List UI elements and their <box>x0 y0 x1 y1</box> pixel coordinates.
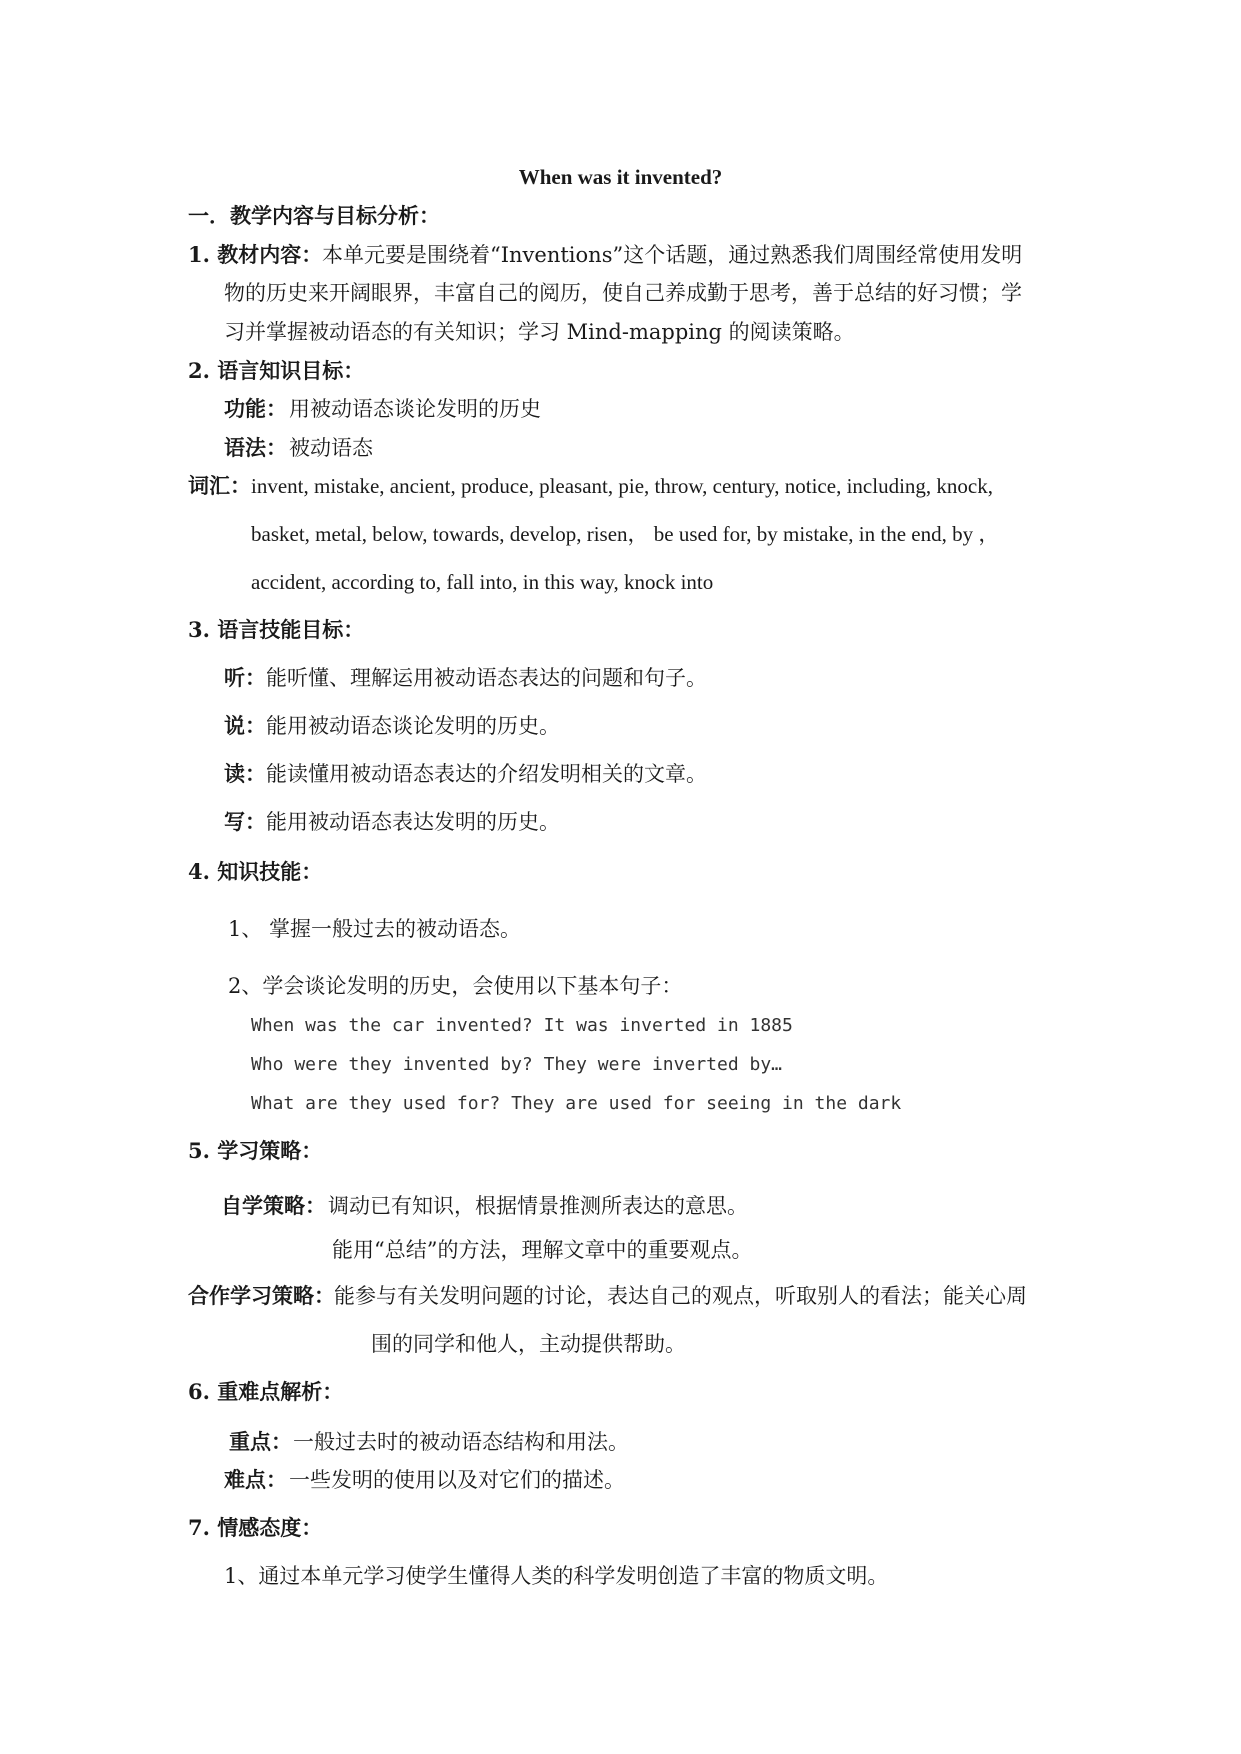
skill-label-listening: 听： <box>224 665 266 690</box>
cooperative-label: 合作学习策略： <box>188 1283 335 1308</box>
item-label-key-difficult-points: 6. 重难点解析： <box>188 1379 344 1404</box>
skill-label-speaking: 说： <box>224 713 266 738</box>
strategy-line: 围的同学和他人，主动提供帮助。 <box>371 1332 686 1356</box>
strategy-line: 能用“总结”的方法，理解文章中的重要观点。 <box>332 1238 753 1262</box>
list-item: 2、学会谈论发明的历史，会使用以下基本句子： <box>228 974 683 998</box>
grammar-label: 语法： <box>224 435 287 460</box>
item-label-attitude: 7. 情感态度： <box>188 1515 323 1540</box>
difficult-point-label: 难点： <box>224 1467 287 1492</box>
function-text: 用被动语态谈论发明的历史 <box>289 397 541 421</box>
paragraph-line: 本单元要是围绕着“Inventions”这个话题，通过熟悉我们周围经常使用发明 <box>322 243 1023 267</box>
skill-text: 能听懂、理解运用被动语态表达的问题和句子。 <box>266 666 707 690</box>
strategy-line: 能参与有关发明问题的讨论，表达自己的观点，听取别人的看法；能关心周 <box>334 1284 1027 1308</box>
strategy-line: 调动已有知识，根据情景推测所表达的意思。 <box>328 1194 748 1218</box>
document-title: When was it invented? <box>518 165 723 189</box>
item-label-textbook-content: 1. 教材内容： <box>188 242 323 267</box>
self-study-label: 自学策略： <box>221 1193 326 1218</box>
skill-text: 能读懂用被动语态表达的介绍发明相关的文章。 <box>266 762 707 786</box>
item-label-knowledge-skills: 4. 知识技能： <box>188 859 323 884</box>
item-label-language-skills: 3. 语言技能目标： <box>188 617 365 642</box>
key-point-label: 重点： <box>229 1429 292 1454</box>
vocabulary-label: 词汇： <box>188 473 251 498</box>
example-sentence: What are they used for? They are used for seeing in the dark <box>251 1093 902 1114</box>
skill-label-reading: 读： <box>224 761 266 786</box>
function-label: 功能： <box>224 396 287 421</box>
key-point-text: 一般过去时的被动语态结构和用法。 <box>293 1430 629 1454</box>
difficult-point-text: 一些发明的使用以及对它们的描述。 <box>289 1468 625 1492</box>
item-label-learning-strategy: 5. 学习策略： <box>188 1138 323 1163</box>
item-label-language-knowledge: 2. 语言知识目标： <box>188 358 365 383</box>
skill-text: 能用被动语态表达发明的历史。 <box>266 810 560 834</box>
skill-label-writing: 写： <box>224 809 266 834</box>
paragraph-line: 物的历史来开阔眼界，丰富自己的阅历，使自己养成勤于思考，善于总结的好习惯；学 <box>224 281 1022 305</box>
paragraph-line: 习并掌握被动语态的有关知识；学习 Mind-mapping 的阅读策略。 <box>224 320 855 344</box>
vocabulary-line: basket, metal, below, towards, develop, risen， be used for, by mistake, in the end, by ， <box>251 522 1000 546</box>
list-item: 1、通过本单元学习使学生懂得人类的科学发明创造了丰富的物质文明。 <box>224 1564 889 1588</box>
grammar-text: 被动语态 <box>289 436 373 460</box>
example-sentence: Who were they invented by? They were inverted by… <box>251 1054 783 1075</box>
vocabulary-line: invent, mistake, ancient, produce, pleasant, pie, throw, century, notice, including, knock, <box>251 474 993 498</box>
skill-text: 能用被动语态谈论发明的历史。 <box>266 714 560 738</box>
vocabulary-line: accident, according to, fall into, in this way, knock into <box>251 570 714 594</box>
example-sentence: When was the car invented? It was inverted in 1885 <box>251 1015 793 1036</box>
section-heading: 一．教学内容与目标分析： <box>188 203 440 228</box>
list-item: 1、 掌握一般过去的被动语态。 <box>228 917 522 941</box>
